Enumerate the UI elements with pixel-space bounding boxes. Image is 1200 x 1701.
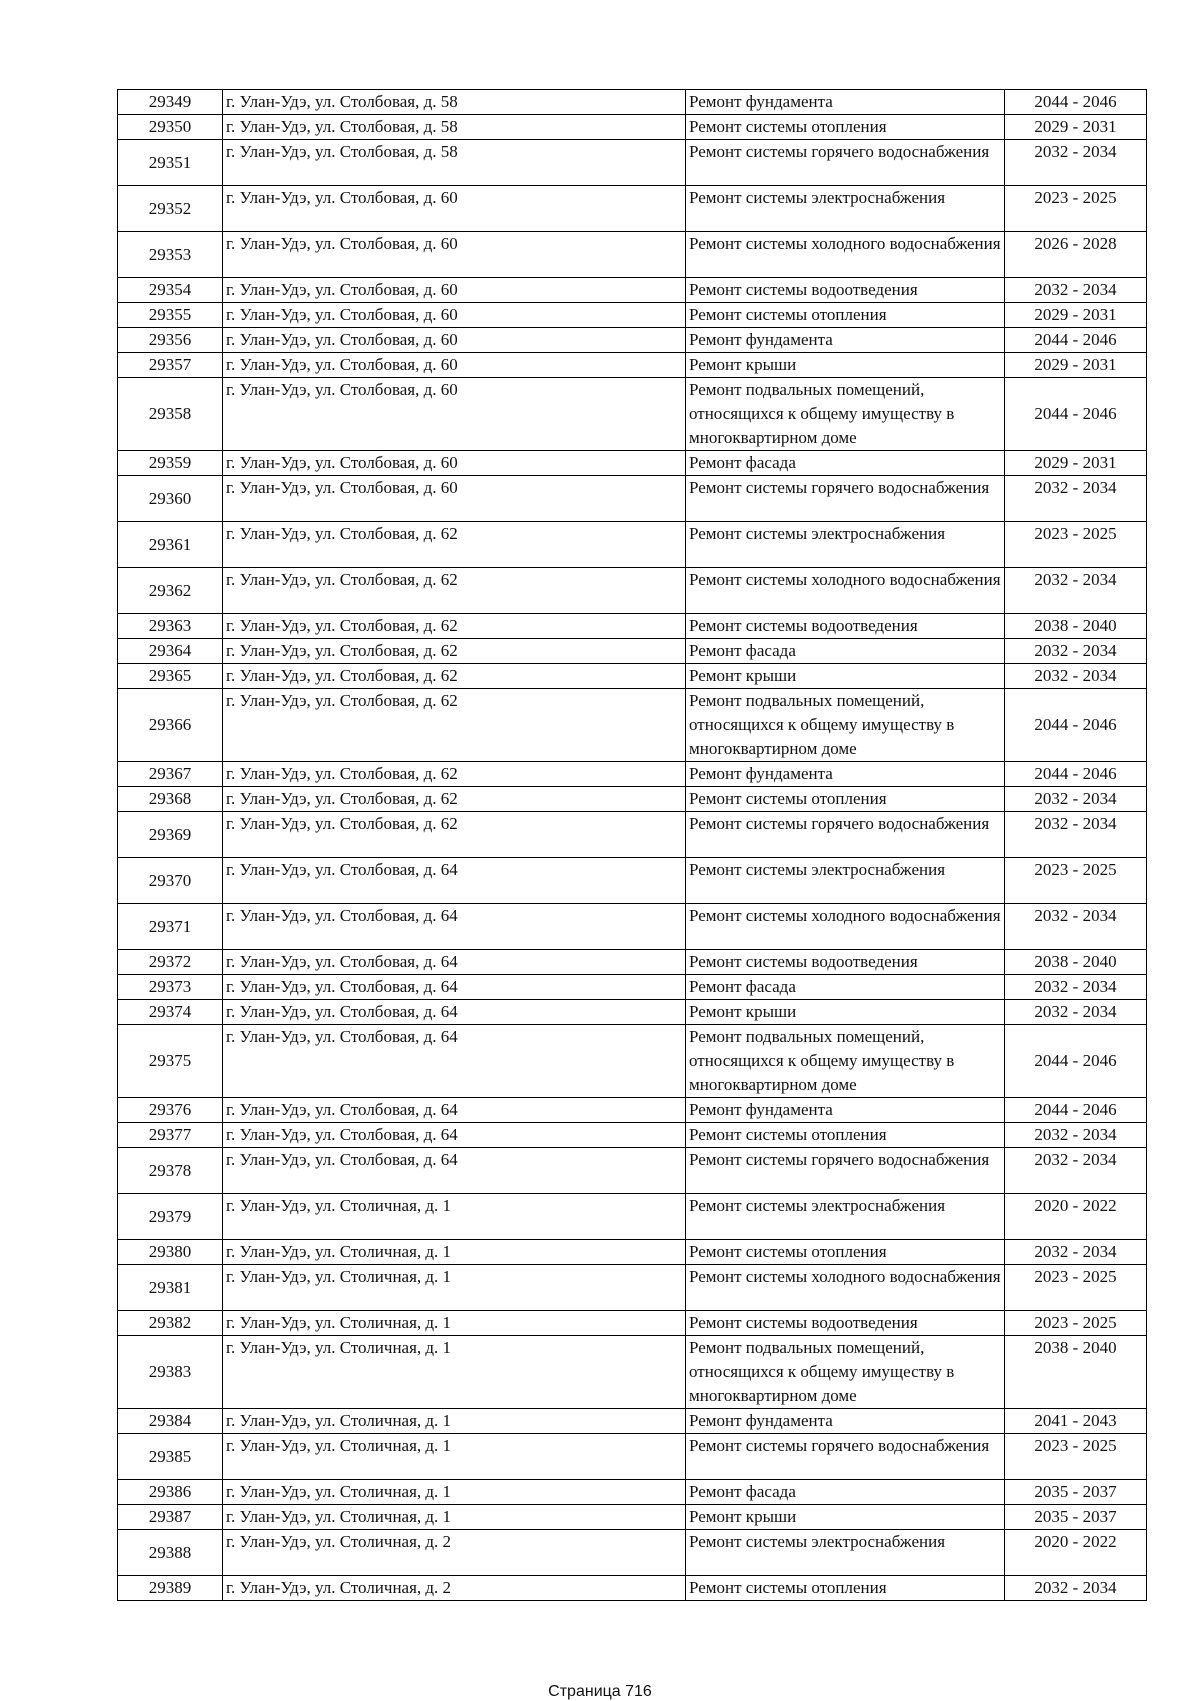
row-number-cell: 29388 — [118, 1530, 223, 1576]
work-type-cell: Ремонт подвальных помещений, относящихся к общему имуществу в многоквартирном доме — [686, 378, 1005, 451]
address-cell: г. Улан-Удэ, ул. Столбовая, д. 64 — [223, 1000, 686, 1025]
address-cell: г. Улан-Удэ, ул. Столбовая, д. 64 — [223, 1098, 686, 1123]
work-type-cell: Ремонт фундамента — [686, 762, 1005, 787]
address-cell: г. Улан-Удэ, ул. Столбовая, д. 64 — [223, 1123, 686, 1148]
table-row — [118, 1000, 1147, 1025]
work-type-cell: Ремонт системы холодного водоснабжения — [686, 232, 1005, 278]
years-cell: 2032 - 2034 — [1005, 568, 1147, 614]
row-number-cell: 29361 — [118, 522, 223, 568]
years-cell: 2032 - 2034 — [1005, 1240, 1147, 1265]
row-number-cell: 29369 — [118, 812, 223, 858]
years-cell: 2023 - 2025 — [1005, 1434, 1147, 1480]
address-cell: г. Улан-Удэ, ул. Столбовая, д. 62 — [223, 812, 686, 858]
address-cell: г. Улан-Удэ, ул. Столичная, д. 1 — [223, 1336, 686, 1409]
row-number-cell: 29352 — [118, 186, 223, 232]
table-row — [118, 812, 1147, 858]
years-cell: 2044 - 2046 — [1005, 328, 1147, 353]
years-cell: 2029 - 2031 — [1005, 353, 1147, 378]
row-number-cell: 29378 — [118, 1148, 223, 1194]
row-number-cell: 29350 — [118, 115, 223, 140]
years-cell: 2044 - 2046 — [1005, 1025, 1147, 1098]
work-type-cell: Ремонт крыши — [686, 1505, 1005, 1530]
years-cell: 2038 - 2040 — [1005, 1336, 1147, 1409]
address-cell: г. Улан-Удэ, ул. Столичная, д. 2 — [223, 1530, 686, 1576]
table-row — [118, 1123, 1147, 1148]
table-row — [118, 1576, 1147, 1601]
years-cell: 2023 - 2025 — [1005, 522, 1147, 568]
years-cell: 2044 - 2046 — [1005, 378, 1147, 451]
years-cell: 2035 - 2037 — [1005, 1480, 1147, 1505]
table-row — [118, 90, 1147, 115]
row-number-cell: 29349 — [118, 90, 223, 115]
table-row — [118, 664, 1147, 689]
years-cell: 2032 - 2034 — [1005, 1148, 1147, 1194]
row-number-cell: 29365 — [118, 664, 223, 689]
address-cell: г. Улан-Удэ, ул. Столбовая, д. 58 — [223, 115, 686, 140]
page-number: Страница 716 — [548, 1683, 652, 1700]
table-row — [118, 689, 1147, 762]
row-number-cell: 29387 — [118, 1505, 223, 1530]
address-cell: г. Улан-Удэ, ул. Столбовая, д. 62 — [223, 664, 686, 689]
address-cell: г. Улан-Удэ, ул. Столбовая, д. 60 — [223, 378, 686, 451]
years-cell: 2032 - 2034 — [1005, 476, 1147, 522]
years-cell: 2044 - 2046 — [1005, 1098, 1147, 1123]
years-cell: 2044 - 2046 — [1005, 689, 1147, 762]
table-row — [118, 1336, 1147, 1409]
work-type-cell: Ремонт системы горячего водоснабжения — [686, 140, 1005, 186]
table-row — [118, 232, 1147, 278]
work-type-cell: Ремонт фасада — [686, 639, 1005, 664]
table-row — [118, 1311, 1147, 1336]
work-type-cell: Ремонт системы горячего водоснабжения — [686, 1148, 1005, 1194]
row-number-cell: 29351 — [118, 140, 223, 186]
repair-schedule-body — [118, 90, 1147, 1601]
row-number-cell: 29353 — [118, 232, 223, 278]
years-cell: 2032 - 2034 — [1005, 812, 1147, 858]
address-cell: г. Улан-Удэ, ул. Столичная, д. 1 — [223, 1311, 686, 1336]
address-cell: г. Улан-Удэ, ул. Столичная, д. 1 — [223, 1194, 686, 1240]
work-type-cell: Ремонт фасада — [686, 451, 1005, 476]
row-number-cell: 29375 — [118, 1025, 223, 1098]
row-number-cell: 29386 — [118, 1480, 223, 1505]
table-row — [118, 186, 1147, 232]
years-cell: 2020 - 2022 — [1005, 1194, 1147, 1240]
address-cell: г. Улан-Удэ, ул. Столичная, д. 1 — [223, 1409, 686, 1434]
row-number-cell: 29385 — [118, 1434, 223, 1480]
row-number-cell: 29389 — [118, 1576, 223, 1601]
address-cell: г. Улан-Удэ, ул. Столичная, д. 2 — [223, 1576, 686, 1601]
address-cell: г. Улан-Удэ, ул. Столбовая, д. 60 — [223, 328, 686, 353]
address-cell: г. Улан-Удэ, ул. Столбовая, д. 60 — [223, 186, 686, 232]
address-cell: г. Улан-Удэ, ул. Столичная, д. 1 — [223, 1480, 686, 1505]
row-number-cell: 29372 — [118, 950, 223, 975]
years-cell: 2023 - 2025 — [1005, 186, 1147, 232]
row-number-cell: 29358 — [118, 378, 223, 451]
row-number-cell: 29383 — [118, 1336, 223, 1409]
work-type-cell: Ремонт системы электроснабжения — [686, 522, 1005, 568]
years-cell: 2026 - 2028 — [1005, 232, 1147, 278]
address-cell: г. Улан-Удэ, ул. Столбовая, д. 62 — [223, 762, 686, 787]
table-row — [118, 1240, 1147, 1265]
address-cell: г. Улан-Удэ, ул. Столбовая, д. 58 — [223, 140, 686, 186]
work-type-cell: Ремонт системы отопления — [686, 115, 1005, 140]
years-cell: 2029 - 2031 — [1005, 115, 1147, 140]
work-type-cell: Ремонт системы холодного водоснабжения — [686, 1265, 1005, 1311]
row-number-cell: 29354 — [118, 278, 223, 303]
years-cell: 2041 - 2043 — [1005, 1409, 1147, 1434]
years-cell: 2032 - 2034 — [1005, 975, 1147, 1000]
table-row — [118, 451, 1147, 476]
address-cell: г. Улан-Удэ, ул. Столбовая, д. 60 — [223, 353, 686, 378]
address-cell: г. Улан-Удэ, ул. Столичная, д. 1 — [223, 1505, 686, 1530]
work-type-cell: Ремонт фундамента — [686, 1098, 1005, 1123]
table-row — [118, 975, 1147, 1000]
row-number-cell: 29373 — [118, 975, 223, 1000]
address-cell: г. Улан-Удэ, ул. Столичная, д. 1 — [223, 1434, 686, 1480]
work-type-cell: Ремонт системы электроснабжения — [686, 1194, 1005, 1240]
address-cell: г. Улан-Удэ, ул. Столичная, д. 1 — [223, 1240, 686, 1265]
years-cell: 2029 - 2031 — [1005, 303, 1147, 328]
years-cell: 2032 - 2034 — [1005, 140, 1147, 186]
work-type-cell: Ремонт подвальных помещений, относящихся к общему имуществу в многоквартирном доме — [686, 689, 1005, 762]
work-type-cell: Ремонт системы водоотведения — [686, 278, 1005, 303]
years-cell: 2029 - 2031 — [1005, 451, 1147, 476]
work-type-cell: Ремонт системы отопления — [686, 1240, 1005, 1265]
address-cell: г. Улан-Удэ, ул. Столбовая, д. 62 — [223, 689, 686, 762]
row-number-cell: 29380 — [118, 1240, 223, 1265]
address-cell: г. Улан-Удэ, ул. Столбовая, д. 64 — [223, 950, 686, 975]
row-number-cell: 29377 — [118, 1123, 223, 1148]
address-cell: г. Улан-Удэ, ул. Столбовая, д. 60 — [223, 303, 686, 328]
years-cell: 2044 - 2046 — [1005, 90, 1147, 115]
table-row — [118, 904, 1147, 950]
work-type-cell: Ремонт крыши — [686, 1000, 1005, 1025]
years-cell: 2023 - 2025 — [1005, 858, 1147, 904]
table-row — [118, 378, 1147, 451]
work-type-cell: Ремонт фундамента — [686, 328, 1005, 353]
years-cell: 2032 - 2034 — [1005, 787, 1147, 812]
years-cell: 2032 - 2034 — [1005, 278, 1147, 303]
table-row — [118, 278, 1147, 303]
table-row — [118, 476, 1147, 522]
table-row — [118, 140, 1147, 186]
address-cell: г. Улан-Удэ, ул. Столбовая, д. 62 — [223, 522, 686, 568]
row-number-cell: 29362 — [118, 568, 223, 614]
years-cell: 2032 - 2034 — [1005, 1576, 1147, 1601]
work-type-cell: Ремонт системы отопления — [686, 787, 1005, 812]
row-number-cell: 29368 — [118, 787, 223, 812]
address-cell: г. Улан-Удэ, ул. Столичная, д. 1 — [223, 1265, 686, 1311]
table-row — [118, 1434, 1147, 1480]
table-row — [118, 1530, 1147, 1576]
repair-schedule-table — [117, 89, 1147, 1601]
address-cell: г. Улан-Удэ, ул. Столбовая, д. 60 — [223, 278, 686, 303]
table-row — [118, 1480, 1147, 1505]
row-number-cell: 29376 — [118, 1098, 223, 1123]
work-type-cell: Ремонт крыши — [686, 353, 1005, 378]
table-row — [118, 1409, 1147, 1434]
table-row — [118, 1148, 1147, 1194]
row-number-cell: 29366 — [118, 689, 223, 762]
address-cell: г. Улан-Удэ, ул. Столбовая, д. 64 — [223, 1025, 686, 1098]
work-type-cell: Ремонт системы электроснабжения — [686, 1530, 1005, 1576]
row-number-cell: 29374 — [118, 1000, 223, 1025]
work-type-cell: Ремонт крыши — [686, 664, 1005, 689]
work-type-cell: Ремонт системы электроснабжения — [686, 858, 1005, 904]
row-number-cell: 29367 — [118, 762, 223, 787]
work-type-cell: Ремонт системы холодного водоснабжения — [686, 568, 1005, 614]
work-type-cell: Ремонт системы водоотведения — [686, 614, 1005, 639]
table-row — [118, 115, 1147, 140]
table-row — [118, 950, 1147, 975]
work-type-cell: Ремонт системы водоотведения — [686, 1311, 1005, 1336]
years-cell: 2044 - 2046 — [1005, 762, 1147, 787]
work-type-cell: Ремонт фундамента — [686, 1409, 1005, 1434]
address-cell: г. Улан-Удэ, ул. Столбовая, д. 60 — [223, 476, 686, 522]
table-row — [118, 639, 1147, 664]
row-number-cell: 29360 — [118, 476, 223, 522]
address-cell: г. Улан-Удэ, ул. Столбовая, д. 62 — [223, 568, 686, 614]
work-type-cell: Ремонт системы холодного водоснабжения — [686, 904, 1005, 950]
years-cell: 2032 - 2034 — [1005, 1000, 1147, 1025]
table-row — [118, 787, 1147, 812]
work-type-cell: Ремонт системы горячего водоснабжения — [686, 476, 1005, 522]
work-type-cell: Ремонт системы водоотведения — [686, 950, 1005, 975]
address-cell: г. Улан-Удэ, ул. Столбовая, д. 64 — [223, 858, 686, 904]
row-number-cell: 29357 — [118, 353, 223, 378]
years-cell: 2038 - 2040 — [1005, 950, 1147, 975]
years-cell: 2032 - 2034 — [1005, 664, 1147, 689]
table-row — [118, 1194, 1147, 1240]
row-number-cell: 29381 — [118, 1265, 223, 1311]
table-row — [118, 1265, 1147, 1311]
work-type-cell: Ремонт подвальных помещений, относящихся к общему имуществу в многоквартирном доме — [686, 1336, 1005, 1409]
table-row — [118, 353, 1147, 378]
row-number-cell: 29364 — [118, 639, 223, 664]
row-number-cell: 29382 — [118, 1311, 223, 1336]
work-type-cell: Ремонт фундамента — [686, 90, 1005, 115]
table-row — [118, 858, 1147, 904]
work-type-cell: Ремонт фасада — [686, 1480, 1005, 1505]
table-row — [118, 762, 1147, 787]
years-cell: 2023 - 2025 — [1005, 1265, 1147, 1311]
row-number-cell: 29384 — [118, 1409, 223, 1434]
row-number-cell: 29355 — [118, 303, 223, 328]
table-row — [118, 1098, 1147, 1123]
address-cell: г. Улан-Удэ, ул. Столбовая, д. 62 — [223, 639, 686, 664]
work-type-cell: Ремонт системы горячего водоснабжения — [686, 812, 1005, 858]
row-number-cell: 29356 — [118, 328, 223, 353]
table-row — [118, 568, 1147, 614]
row-number-cell: 29359 — [118, 451, 223, 476]
work-type-cell: Ремонт системы электроснабжения — [686, 186, 1005, 232]
table-row — [118, 1025, 1147, 1098]
work-type-cell: Ремонт подвальных помещений, относящихся к общему имуществу в многоквартирном доме — [686, 1025, 1005, 1098]
table-row — [118, 522, 1147, 568]
row-number-cell: 29379 — [118, 1194, 223, 1240]
work-type-cell: Ремонт системы отопления — [686, 1123, 1005, 1148]
years-cell: 2038 - 2040 — [1005, 614, 1147, 639]
table-row — [118, 614, 1147, 639]
work-type-cell: Ремонт фасада — [686, 975, 1005, 1000]
address-cell: г. Улан-Удэ, ул. Столбовая, д. 64 — [223, 904, 686, 950]
address-cell: г. Улан-Удэ, ул. Столбовая, д. 64 — [223, 975, 686, 1000]
row-number-cell: 29370 — [118, 858, 223, 904]
table-row — [118, 328, 1147, 353]
work-type-cell: Ремонт системы отопления — [686, 1576, 1005, 1601]
row-number-cell: 29371 — [118, 904, 223, 950]
address-cell: г. Улан-Удэ, ул. Столбовая, д. 64 — [223, 1148, 686, 1194]
work-type-cell: Ремонт системы отопления — [686, 303, 1005, 328]
years-cell: 2035 - 2037 — [1005, 1505, 1147, 1530]
years-cell: 2032 - 2034 — [1005, 1123, 1147, 1148]
table-row — [118, 303, 1147, 328]
years-cell: 2023 - 2025 — [1005, 1311, 1147, 1336]
address-cell: г. Улан-Удэ, ул. Столбовая, д. 62 — [223, 787, 686, 812]
address-cell: г. Улан-Удэ, ул. Столбовая, д. 60 — [223, 232, 686, 278]
address-cell: г. Улан-Удэ, ул. Столбовая, д. 62 — [223, 614, 686, 639]
work-type-cell: Ремонт системы горячего водоснабжения — [686, 1434, 1005, 1480]
years-cell: 2032 - 2034 — [1005, 904, 1147, 950]
row-number-cell: 29363 — [118, 614, 223, 639]
address-cell: г. Улан-Удэ, ул. Столбовая, д. 60 — [223, 451, 686, 476]
years-cell: 2020 - 2022 — [1005, 1530, 1147, 1576]
years-cell: 2032 - 2034 — [1005, 639, 1147, 664]
address-cell: г. Улан-Удэ, ул. Столбовая, д. 58 — [223, 90, 686, 115]
table-row — [118, 1505, 1147, 1530]
